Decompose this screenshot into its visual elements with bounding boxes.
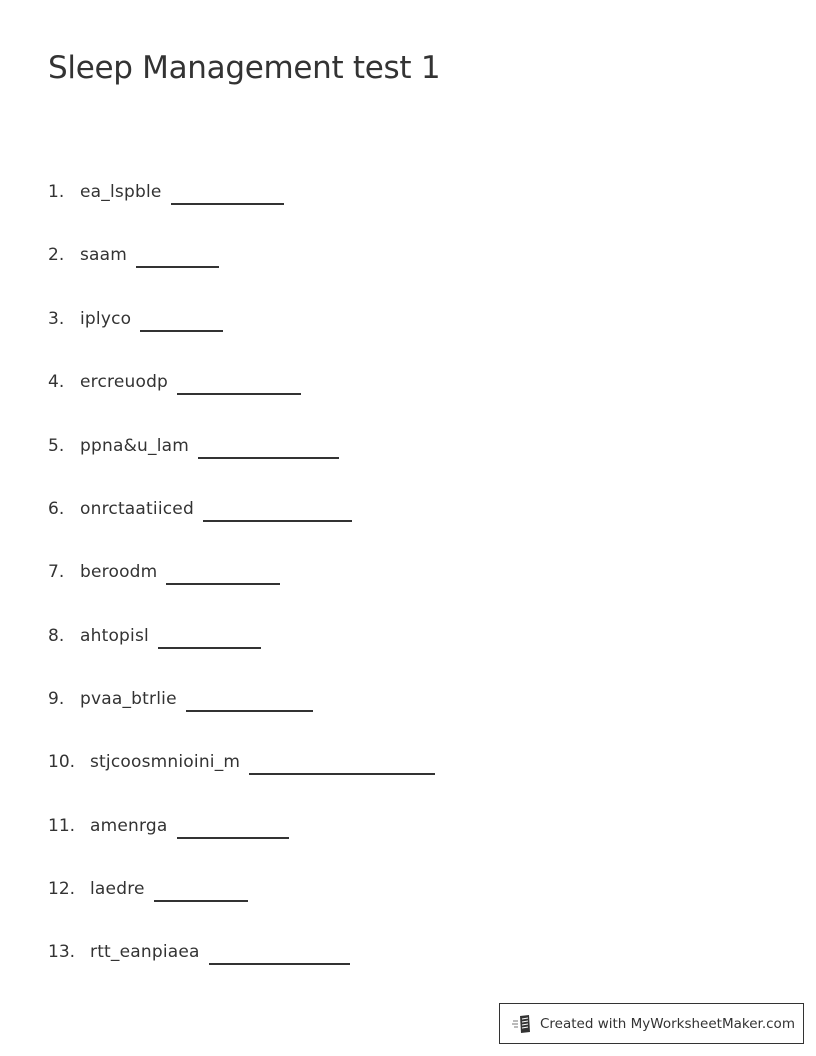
question-number: 10.: [48, 752, 76, 772]
question-item: [48, 748, 435, 772]
question-number: 12.: [48, 879, 76, 899]
answer-blank[interactable]: [166, 582, 280, 585]
answer-blank[interactable]: [158, 646, 261, 649]
footer-credit-text: Created with MyWorksheetMaker.com: [540, 1015, 795, 1032]
question-item: [48, 305, 223, 329]
scrambled-word: rtt_eanpiaea: [90, 942, 200, 962]
question-item: [48, 241, 219, 265]
answer-blank[interactable]: [249, 772, 435, 775]
answer-blank[interactable]: [198, 456, 339, 459]
answer-blank[interactable]: [177, 836, 289, 839]
question-number: 11.: [48, 816, 76, 836]
scrambled-word: beroodm: [80, 562, 158, 582]
scrambled-word: laedre: [90, 879, 145, 899]
question-number: 3.: [48, 309, 65, 329]
question-number: 7.: [48, 562, 65, 582]
scrambled-word: ahtopisl: [80, 626, 149, 646]
scrambled-word: amenrga: [90, 816, 168, 836]
question-item: [48, 432, 339, 456]
question-item: [48, 368, 301, 392]
page-title: Sleep Management test 1: [48, 50, 441, 86]
question-item: [48, 558, 280, 582]
question-number: 9.: [48, 689, 65, 709]
question-item: [48, 178, 284, 202]
scrambled-word: ercreuodp: [80, 372, 169, 392]
question-item: [48, 495, 352, 519]
question-number: 4.: [48, 372, 65, 392]
scrambled-word: saam: [80, 245, 128, 265]
answer-blank[interactable]: [140, 329, 223, 332]
question-item: [48, 938, 350, 962]
scrambled-word: ppna&u_lam: [80, 436, 190, 456]
scrambled-word: iplyco: [80, 309, 132, 329]
scrambled-word: onrctaatiiced: [80, 499, 194, 519]
scrambled-word: stjcoosmnioini_m: [90, 752, 241, 772]
answer-blank[interactable]: [203, 519, 352, 522]
question-item: [48, 685, 313, 709]
scrambled-word: ea_lspble: [80, 182, 162, 202]
question-item: [48, 875, 248, 899]
question-number: 2.: [48, 245, 65, 265]
question-number: 1.: [48, 182, 65, 202]
answer-blank[interactable]: [154, 899, 248, 902]
answer-blank[interactable]: [186, 709, 313, 712]
worksheet-maker-logo-icon: [512, 1013, 534, 1035]
question-item: [48, 622, 261, 646]
question-number: 6.: [48, 499, 65, 519]
question-number: 8.: [48, 626, 65, 646]
footer-credit-badge[interactable]: [499, 1003, 804, 1044]
scrambled-word: pvaa_btrlie: [80, 689, 177, 709]
question-number: 5.: [48, 436, 65, 456]
answer-blank[interactable]: [209, 962, 350, 965]
answer-blank[interactable]: [177, 392, 301, 395]
answer-blank[interactable]: [171, 202, 284, 205]
answer-blank[interactable]: [136, 265, 219, 268]
question-number: 13.: [48, 942, 76, 962]
question-item: [48, 812, 289, 836]
